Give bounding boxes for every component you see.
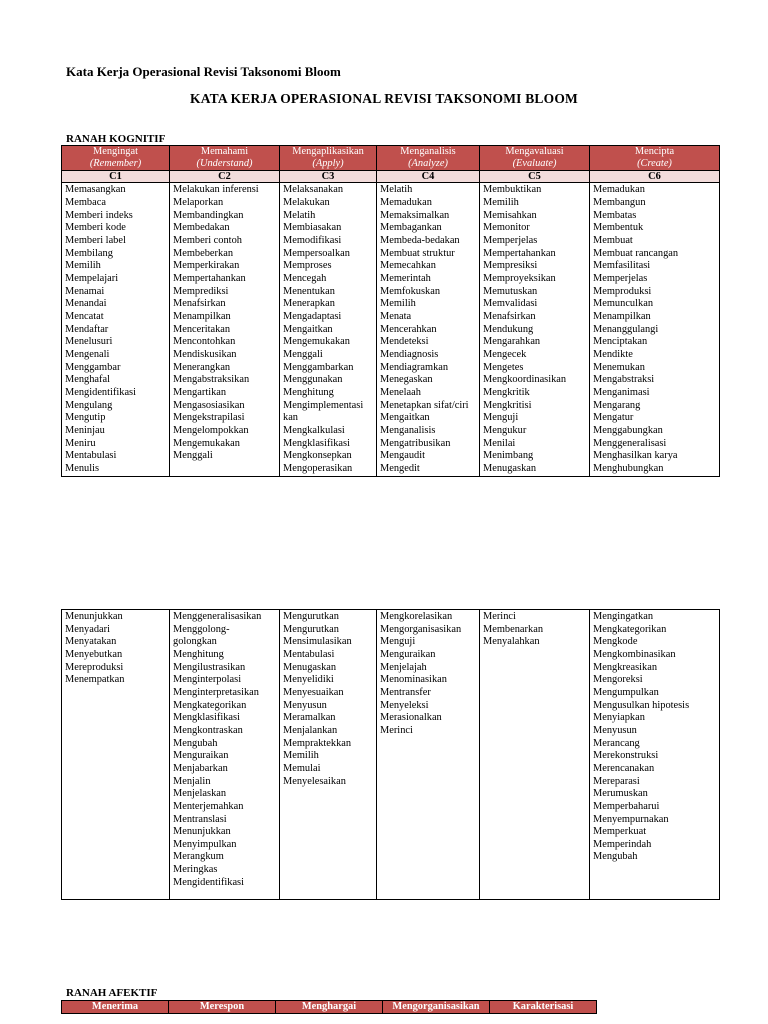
verb-item: Mengkritik xyxy=(483,386,530,398)
afektif-column-header: Mengorganisasikan xyxy=(383,1001,490,1014)
verb-column-c3 xyxy=(280,610,377,900)
verb-item: Membatas xyxy=(593,209,637,221)
verb-item: Memfasilitasi xyxy=(593,260,651,272)
verb-item: Menugaskan xyxy=(483,462,537,474)
verb-item: Menyebutkan xyxy=(65,648,123,660)
verb-item: Mengidentifikasi xyxy=(65,386,136,398)
verb-item: Mempelajari xyxy=(65,273,119,284)
verb-item: Mengorganisasikan xyxy=(380,623,462,635)
verb-item: Mencerahkan xyxy=(380,323,437,335)
column-code: C5 xyxy=(480,171,590,183)
verb-item: Mengubah xyxy=(173,737,218,749)
verb-item: Mengabstraksikan xyxy=(173,374,250,386)
verb-item: Menyadari xyxy=(65,623,111,635)
verb-item: Merinci xyxy=(380,724,413,736)
afektif-column-header: Karakterisasi xyxy=(490,1001,597,1014)
verb-item: Mengubah xyxy=(593,851,638,863)
verb-item: Menyempurnakan xyxy=(593,813,669,825)
verb-column-c2 xyxy=(170,610,280,900)
verb-item: Mereproduksi xyxy=(65,661,124,673)
verb-column-c5 xyxy=(480,183,590,476)
verb-column-c1 xyxy=(62,183,170,476)
verb-item: Membuat rancangan xyxy=(593,247,679,259)
verb-item: Meramalkan xyxy=(283,712,336,724)
verb-column-c4 xyxy=(377,183,480,476)
verb-column-c6 xyxy=(590,610,720,900)
verb-item: Mengilustrasikan xyxy=(173,661,246,673)
verb-item: Memasangkan xyxy=(65,184,126,196)
verb-item: Memerintah xyxy=(380,273,431,284)
verb-item: Melatih xyxy=(283,209,316,221)
column-english: (Evaluate) xyxy=(512,158,557,170)
verb-item: Mengoperasikan xyxy=(283,462,353,474)
column-name: Memahami xyxy=(200,146,249,157)
verb-item: Meninjau xyxy=(65,424,105,436)
verb-item: Mengatur xyxy=(593,412,634,424)
verb-column-c2 xyxy=(170,183,280,476)
verb-item: Mengulang xyxy=(65,399,113,411)
afektif-column-header: Menghargai xyxy=(276,1001,383,1014)
column-header-c4 xyxy=(377,146,480,171)
verb-item: Merasionalkan xyxy=(380,712,442,724)
verb-item: Menjalin xyxy=(173,775,211,787)
verb-item: Menafsirkan xyxy=(483,310,536,322)
verb-item: Menelaah xyxy=(380,386,421,398)
verb-item: Mengidentifikasi xyxy=(173,876,244,888)
verb-item: Membandingkan xyxy=(173,209,244,221)
verb-item: Memadukan xyxy=(380,197,432,209)
verb-item: Menempatkan xyxy=(65,674,125,686)
verb-item: Memperindah xyxy=(593,838,652,850)
verb-item: Membuat struktur xyxy=(380,247,455,259)
verb-item: Menunjukkan xyxy=(173,826,231,838)
verb-item: Merinci xyxy=(483,611,516,622)
verb-item: Membiasakan xyxy=(283,222,342,234)
verb-item: Memberi indeks xyxy=(65,209,133,221)
verb-item: Membangun xyxy=(593,197,646,209)
verb-item: Menyatakan xyxy=(65,636,117,648)
verb-item: Memutuskan xyxy=(483,285,538,297)
afektif-column-header: Merespon xyxy=(169,1001,276,1014)
afektif-table xyxy=(61,1000,597,1014)
verb-item: Mengkreasikan xyxy=(593,661,658,673)
verb-item: Menghitung xyxy=(283,386,334,398)
column-header-c1 xyxy=(62,146,170,171)
verb-column-c6 xyxy=(590,183,720,476)
verb-item: Mempresiksi xyxy=(483,260,538,272)
verb-item: Mempraktekkan xyxy=(283,737,352,749)
verb-item: Memberi contoh xyxy=(173,235,242,247)
verb-item: Memilih xyxy=(483,197,519,209)
verb-item: Memilih xyxy=(380,298,416,310)
verb-item: Mempertahankan xyxy=(173,273,246,284)
verb-item: Menandai xyxy=(65,298,107,310)
verb-item: Mendeteksi xyxy=(380,336,429,348)
verb-item: Mengecek xyxy=(483,348,527,360)
verb-item: Mengarahkan xyxy=(483,336,541,348)
verb-item: Menganimasi xyxy=(593,386,650,398)
verb-item: Mengukur xyxy=(483,424,527,436)
verb-item: Mentabulasi xyxy=(65,450,117,462)
verb-item: Menelusuri xyxy=(65,336,113,348)
verb-item: Menimbang xyxy=(483,450,534,462)
verb-item: Menjalankan xyxy=(283,724,338,736)
verb-item: Membilang xyxy=(65,247,113,259)
verb-item: Mengurutkan xyxy=(283,611,339,622)
verb-item: Mendiskusikan xyxy=(173,348,237,360)
verb-item: Mendikte xyxy=(593,348,633,360)
verb-item: Mereparasi xyxy=(593,775,640,787)
verb-item: Membenarkan xyxy=(483,623,544,635)
verb-item: Mendukung xyxy=(483,323,534,335)
verb-column-c5 xyxy=(480,610,590,900)
verb-item: Memperbaharui xyxy=(593,800,660,812)
column-english: (Apply) xyxy=(312,158,344,170)
verb-item: Mengekstrapilasi xyxy=(173,412,245,424)
verb-item: Mempertahankan xyxy=(483,247,556,259)
column-code: C1 xyxy=(62,171,170,183)
verb-item: Memvalidasi xyxy=(483,298,538,310)
verb-item: Memisahkan xyxy=(483,209,537,221)
verb-item: Menginterpolasi xyxy=(173,674,242,686)
verb-item: Mengasosiasikan xyxy=(173,399,245,411)
verb-item: Menyelesaikan xyxy=(283,775,346,787)
column-header-c2 xyxy=(170,146,280,171)
verb-item: Mencegah xyxy=(283,273,327,284)
verb-item: Mengklasifikasi xyxy=(283,437,350,449)
verb-item: Meniru xyxy=(65,437,96,449)
verb-item: Menghafal xyxy=(65,374,111,386)
afektif-column-header: Menerima xyxy=(62,1001,169,1014)
verb-item: Merancang xyxy=(593,737,640,749)
section-kognitif-label: RANAH KOGNITIF xyxy=(66,133,166,145)
verb-item: Mengurutkan xyxy=(283,623,339,635)
verb-item: Memodifikasi xyxy=(283,235,342,247)
verb-item: Mengarang xyxy=(593,399,641,411)
verb-item: Mendiagnosis xyxy=(380,348,439,360)
verb-item: Menyeleksi xyxy=(380,699,429,711)
verb-item: Menceritakan xyxy=(173,323,231,335)
verb-item: Menggali xyxy=(173,450,213,462)
verb-item: Menemukan xyxy=(593,361,645,373)
verb-item: Mentabulasi xyxy=(283,648,335,660)
verb-item: Mengkoordinasikan xyxy=(483,374,567,386)
verb-item: Memproses xyxy=(283,260,332,272)
column-name: Menganalisis xyxy=(400,146,456,157)
verb-item: Memproduksi xyxy=(593,285,652,297)
column-code: C2 xyxy=(170,171,280,183)
verb-item: Mengemukakan xyxy=(173,437,240,449)
verb-item: Menyelidiki xyxy=(283,674,334,686)
verb-item: Menominasikan xyxy=(380,674,447,686)
verb-item: Menggeneralisasikan xyxy=(173,611,262,622)
verb-item: Memperkuat xyxy=(593,826,647,838)
verb-item: Menamai xyxy=(65,285,105,297)
verb-item: Menggunakan xyxy=(283,374,343,386)
verb-item: Melakukan inferensi xyxy=(173,184,259,196)
verb-item: Menjelaskan xyxy=(173,788,227,800)
verb-item: Memperjelas xyxy=(593,273,648,284)
verb-item: Mengemukakan xyxy=(283,336,350,348)
column-code: C4 xyxy=(377,171,480,183)
verb-item: Membuat xyxy=(593,235,633,247)
verb-item: Mengelompokkan xyxy=(173,424,249,436)
column-name: Mencipta xyxy=(634,146,675,157)
verb-item: Memilih xyxy=(283,750,319,762)
verb-item: Menafsirkan xyxy=(173,298,226,310)
verb-item: Menganalisis xyxy=(380,424,436,436)
verb-item: Mengkategorikan xyxy=(173,699,247,711)
verb-item: Memecahkan xyxy=(380,260,436,272)
verb-item: Mentranslasi xyxy=(173,813,227,825)
verb-item: Mensimulasikan xyxy=(283,636,352,648)
verb-item: Mengkorelasikan xyxy=(380,611,453,622)
verb-item: Mencontohkan xyxy=(173,336,236,348)
column-code: C3 xyxy=(280,171,377,183)
verb-item: Meringkas xyxy=(173,864,218,876)
column-name: Mengavaluasi xyxy=(505,146,564,157)
verb-item: Menginterpretasikan xyxy=(173,686,259,698)
column-header-c5 xyxy=(480,146,590,171)
verb-item: Mengenali xyxy=(65,348,110,360)
verb-item: Mengabstraksi xyxy=(593,374,655,386)
verb-item: Memilih xyxy=(65,260,101,272)
verb-item: Memunculkan xyxy=(593,298,654,310)
verb-item: Menata xyxy=(380,310,412,322)
verb-item: Mengkonsepkan xyxy=(283,450,352,462)
verb-item: Mendiagramkan xyxy=(380,361,449,373)
verb-item: Membeberkan xyxy=(173,247,234,259)
verb-item: Memberi kode xyxy=(65,222,126,234)
verb-item: Menguji xyxy=(483,412,519,424)
kognitif-table-part1 xyxy=(61,145,720,477)
verb-item: Menghitung xyxy=(173,648,224,660)
verb-item: Merencanakan xyxy=(593,762,655,774)
verb-item: Menyesuaikan xyxy=(283,686,344,698)
verb-column-c4 xyxy=(377,610,480,900)
verb-item: Memperjelas xyxy=(483,235,538,247)
verb-column-c1 xyxy=(62,610,170,900)
verb-item: Merumuskan xyxy=(593,788,648,800)
verb-item: Mengimplementasi kan xyxy=(283,399,364,424)
verb-item: Menggolong- golongkan xyxy=(173,623,230,648)
verb-item: Melaksanakan xyxy=(283,184,344,196)
verb-item: Melatih xyxy=(380,184,413,196)
verb-item: Mengartikan xyxy=(173,386,227,398)
column-name: Mengingat xyxy=(92,146,139,157)
verb-item: Mengkode xyxy=(593,636,638,648)
verb-item: Mengkritisi xyxy=(483,399,532,411)
verb-item: Melaporkan xyxy=(173,197,224,209)
column-english: (Remember) xyxy=(89,158,142,170)
verb-item: Menguji xyxy=(380,636,416,648)
verb-item: Menggambarkan xyxy=(283,361,354,373)
verb-item: Menggeneralisasi xyxy=(593,437,667,449)
verb-item: Membentuk xyxy=(593,222,644,234)
verb-item: Mengutip xyxy=(65,412,106,424)
verb-item: Mentransfer xyxy=(380,686,431,698)
verb-item: Memaksimalkan xyxy=(380,209,450,221)
verb-item: Mengkontraskan xyxy=(173,724,243,736)
verb-item: Menegaskan xyxy=(380,374,433,386)
verb-item: Menerangkan xyxy=(173,361,231,373)
document-header-title: Kata Kerja Operasional Revisi Taksonomi Bloom xyxy=(66,64,341,79)
verb-item: Menguraikan xyxy=(173,750,229,762)
verb-item: Merekonstruksi xyxy=(593,750,659,762)
verb-item: Menguraikan xyxy=(380,648,436,660)
verb-item: Memadukan xyxy=(593,184,645,196)
verb-item: Mengusulkan hipotesis xyxy=(593,699,690,711)
verb-item: Membaca xyxy=(65,197,106,209)
verb-item: Menunjukkan xyxy=(65,611,123,622)
verb-item: Menetapkan sifat/ciri xyxy=(380,399,469,411)
verb-item: Menggabungkan xyxy=(593,424,663,436)
verb-item: Menampilkan xyxy=(173,310,231,322)
verb-column-c3 xyxy=(280,183,377,476)
verb-item: Menggambar xyxy=(65,361,121,373)
verb-item: Mengatribusikan xyxy=(380,437,451,449)
verb-item: Membagankan xyxy=(380,222,442,234)
verb-item: Membedakan xyxy=(173,222,230,234)
verb-item: Mengoreksi xyxy=(593,674,643,686)
verb-item: Mengkombinasikan xyxy=(593,648,676,660)
verb-item: Menampilkan xyxy=(593,310,651,322)
verb-item: Menugaskan xyxy=(283,661,337,673)
column-code: C6 xyxy=(590,171,720,183)
verb-item: Membeda-bedakan xyxy=(380,235,460,247)
verb-item: Menjelajah xyxy=(380,661,427,673)
kognitif-table-part2 xyxy=(61,609,720,900)
verb-item: Memfokuskan xyxy=(380,285,441,297)
verb-item: Memonitor xyxy=(483,222,530,234)
verb-item: Menyusun xyxy=(283,699,327,711)
verb-item: Mengingatkan xyxy=(593,611,654,622)
verb-item: Mengkalkulasi xyxy=(283,424,345,436)
verb-item: Mencatat xyxy=(65,310,104,322)
verb-item: Melakukan xyxy=(283,197,330,209)
verb-item: Mengklasifikasi xyxy=(173,712,240,724)
verb-item: Memperkirakan xyxy=(173,260,240,272)
verb-item: Menyalahkan xyxy=(483,636,540,648)
column-header-c3 xyxy=(280,146,377,171)
verb-item: Menjabarkan xyxy=(173,762,228,774)
column-name: Mengaplikasikan xyxy=(292,146,364,157)
verb-item: Memulai xyxy=(283,762,321,774)
verb-item: Mempersoalkan xyxy=(283,247,350,259)
verb-item: Menentukan xyxy=(283,285,335,297)
verb-item: Mengetes xyxy=(483,361,524,373)
verb-item: Menggali xyxy=(283,348,323,360)
verb-item: Memproyeksikan xyxy=(483,273,556,284)
verb-item: Menanggulangi xyxy=(593,323,659,335)
verb-item: Mengedit xyxy=(380,462,420,474)
verb-item: Menghubungkan xyxy=(593,462,664,474)
verb-item: Mengaudit xyxy=(380,450,426,462)
verb-item: Menterjemahkan xyxy=(173,800,244,812)
verb-item: Mengadaptasi xyxy=(283,310,342,322)
verb-item: Menyiapkan xyxy=(593,712,645,724)
verb-item: Menciptakan xyxy=(593,336,648,348)
verb-item: Menilai xyxy=(483,437,516,449)
verb-item: Menghasilkan karya xyxy=(593,450,678,462)
verb-item: Memberi label xyxy=(65,235,126,247)
column-header-c6 xyxy=(590,146,720,171)
verb-item: Menerapkan xyxy=(283,298,335,310)
verb-item: Mendaftar xyxy=(65,323,109,335)
verb-item: Mengumpulkan xyxy=(593,686,659,698)
column-english: (Understand) xyxy=(196,158,253,170)
verb-item: Mengaitkan xyxy=(283,323,333,335)
verb-item: Memprediksi xyxy=(173,285,229,297)
column-english: (Analyze) xyxy=(408,158,448,170)
section-afektif-label: RANAH AFEKTIF xyxy=(66,987,158,999)
verb-item: Mengkategorikan xyxy=(593,623,667,635)
verb-item: Menulis xyxy=(65,462,100,474)
verb-item: Membuktikan xyxy=(483,184,542,196)
verb-item: Menyusun xyxy=(593,724,637,736)
main-title: KATA KERJA OPERASIONAL REVISI TAKSONOMI BLOOM xyxy=(190,91,578,106)
column-english: (Create) xyxy=(637,158,672,170)
verb-item: Menyimpulkan xyxy=(173,838,237,850)
verb-item: Merangkum xyxy=(173,851,224,863)
verb-item: Mengaitkan xyxy=(380,412,430,424)
